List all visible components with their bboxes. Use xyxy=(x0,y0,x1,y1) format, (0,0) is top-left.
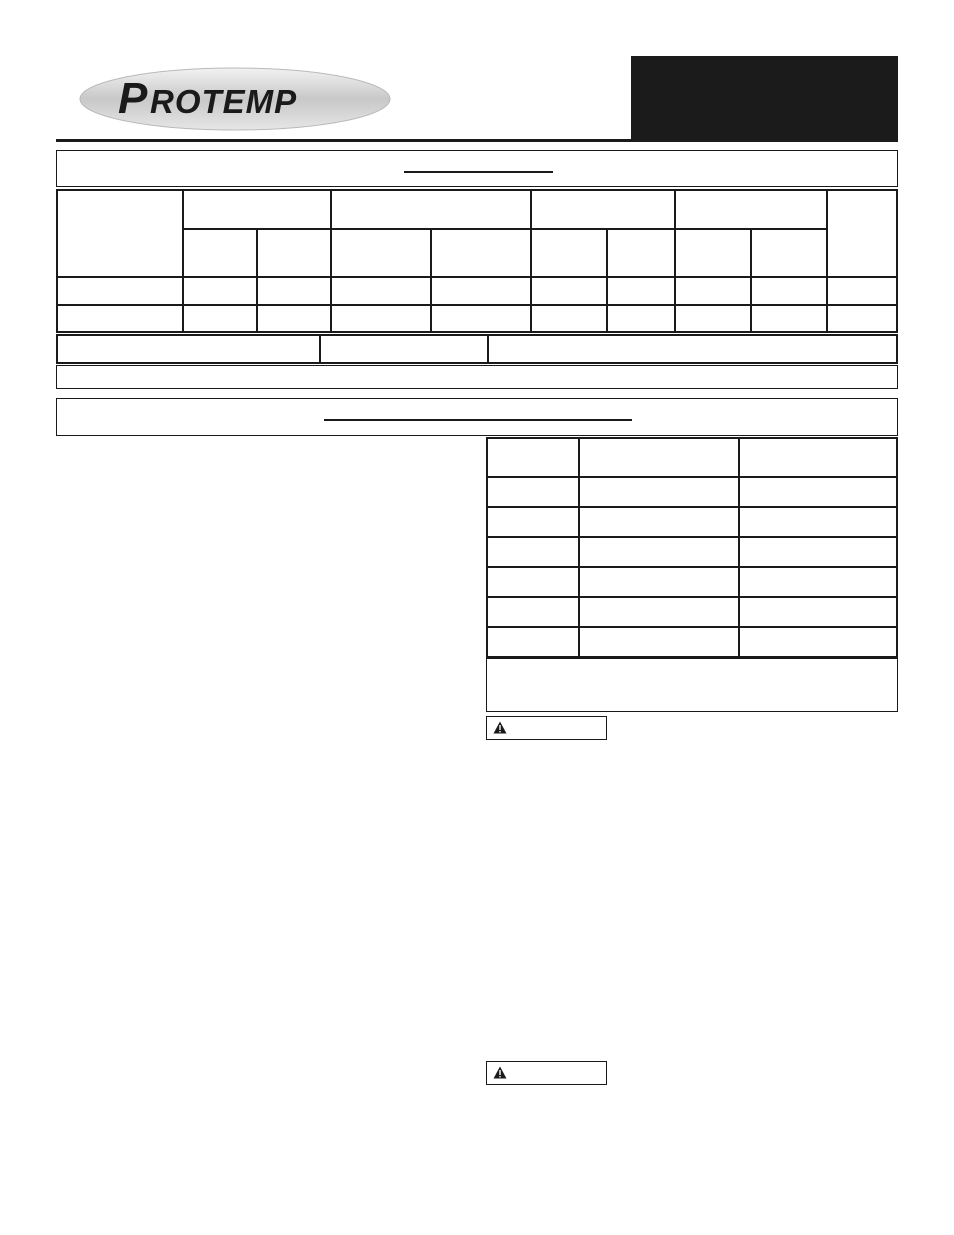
reference-table xyxy=(486,437,898,658)
table-col-divider xyxy=(826,191,828,331)
brand-logo xyxy=(78,66,392,132)
specifications-table xyxy=(56,189,898,333)
table-subcol-divider xyxy=(256,229,258,331)
table-subcol-divider xyxy=(750,229,752,331)
section-title-underline xyxy=(324,419,632,421)
table-col-divider xyxy=(578,439,580,656)
table-row-divider xyxy=(488,506,896,508)
spec-note-row xyxy=(56,365,898,389)
table-col-divider xyxy=(487,336,489,362)
table-note-box xyxy=(486,658,898,712)
svg-text:ROTEMP: ROTEMP xyxy=(150,83,298,120)
brand-logo-text: P xyxy=(118,74,148,123)
warning-triangle-icon xyxy=(493,1066,507,1079)
table-subcol-divider xyxy=(606,229,608,331)
table-col-divider xyxy=(330,191,332,331)
table-col-divider xyxy=(182,191,184,331)
table-row-divider xyxy=(488,626,896,628)
header-block xyxy=(631,56,898,142)
table-col-divider xyxy=(319,336,321,362)
table-subcol-divider xyxy=(430,229,432,331)
section-title-box xyxy=(56,150,898,187)
warning-label xyxy=(486,716,607,740)
section-title-box-2 xyxy=(56,398,898,436)
table-header-divider xyxy=(182,228,826,230)
table-row-divider xyxy=(488,536,896,538)
section-title-underline xyxy=(404,171,553,173)
header-rule xyxy=(56,139,634,142)
table-row-divider xyxy=(488,476,896,478)
table-col-divider xyxy=(738,439,740,656)
table-col-divider xyxy=(530,191,532,331)
table-row-divider xyxy=(58,304,896,306)
table-row-divider xyxy=(488,596,896,598)
table-row-divider xyxy=(488,566,896,568)
spec-summary-row xyxy=(56,334,898,364)
warning-triangle-icon xyxy=(493,721,507,734)
table-col-divider xyxy=(674,191,676,331)
warning-label xyxy=(486,1061,607,1085)
table-row-divider xyxy=(58,276,896,278)
